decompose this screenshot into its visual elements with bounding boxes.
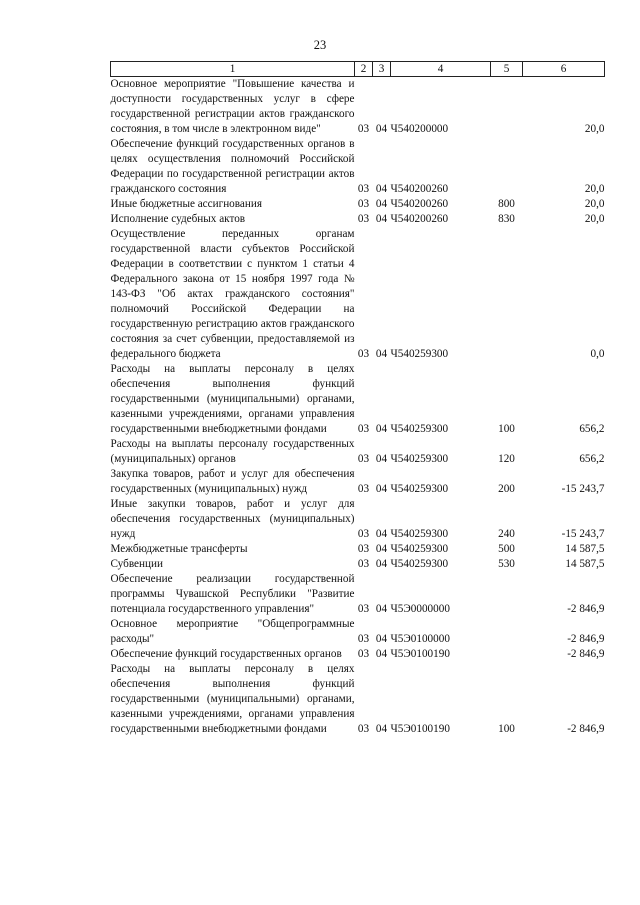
row-expense-type xyxy=(491,647,523,662)
row-subsection: 04 xyxy=(375,528,388,540)
row-name: Обеспечение функций государственных органов xyxy=(110,648,342,660)
table-row xyxy=(111,137,605,197)
row-section: 03 xyxy=(357,558,370,570)
row-section: 03 xyxy=(357,348,370,360)
table-row xyxy=(111,197,605,212)
row-amount: 656,2 xyxy=(579,453,605,465)
header-col-1: 1 xyxy=(111,62,355,77)
row-target-article: Ч540259300 xyxy=(390,483,449,495)
header-row xyxy=(111,62,605,77)
row-target-article: Ч5Э0100190 xyxy=(390,723,450,735)
row-subsection: 04 xyxy=(375,633,388,645)
row-subsection: 04 xyxy=(375,183,388,195)
row-target-article: Ч540259300 xyxy=(390,453,449,465)
row-subsection: 04 xyxy=(375,198,388,210)
row-expense-type xyxy=(491,77,523,138)
row-subsection: 04 xyxy=(375,558,388,570)
row-amount: -2 846,9 xyxy=(567,633,605,645)
row-target-article: Ч540259300 xyxy=(390,348,449,360)
row-target-article: Ч540200260 xyxy=(390,198,449,210)
row-expense-type: 500 xyxy=(498,543,515,555)
row-section: 03 xyxy=(357,483,370,495)
row-section: 03 xyxy=(357,648,370,660)
row-expense-type xyxy=(491,227,523,362)
row-target-article: Ч540259300 xyxy=(390,423,449,435)
row-name: Обеспечение реализации государственной программы Чувашской Республики "Развитие потенциала государственного управления" xyxy=(110,573,355,615)
row-expense-type: 100 xyxy=(498,423,515,435)
row-section: 03 xyxy=(357,603,370,615)
row-section: 03 xyxy=(357,183,370,195)
row-name: Субвенции xyxy=(110,558,163,570)
row-subsection: 04 xyxy=(375,648,388,660)
header-col-2: 2 xyxy=(355,62,373,77)
row-amount: 14 587,5 xyxy=(565,558,605,570)
row-amount: -2 846,9 xyxy=(567,723,605,735)
row-amount: -15 243,7 xyxy=(561,528,605,540)
row-expense-type: 830 xyxy=(498,213,515,225)
row-name: Межбюджетные трансферты xyxy=(110,543,248,555)
table-row xyxy=(111,572,605,617)
row-subsection: 04 xyxy=(375,453,388,465)
row-target-article: Ч540200260 xyxy=(390,213,449,225)
table-body xyxy=(111,77,605,738)
table-row xyxy=(111,77,605,138)
table-row xyxy=(111,662,605,737)
row-amount: 20,0 xyxy=(584,198,605,210)
row-expense-type xyxy=(491,572,523,617)
row-name: Обеспечение функций государственных органов в целях осуществления полномочий Российской Федерации по государственной регистрации актов гражданского состояния xyxy=(110,138,355,195)
row-section: 03 xyxy=(357,213,370,225)
row-subsection: 04 xyxy=(375,213,388,225)
page-number: 23 xyxy=(313,38,327,52)
table-row xyxy=(111,617,605,647)
row-amount: 20,0 xyxy=(584,123,605,135)
table-row xyxy=(111,467,605,497)
row-name: Расходы на выплаты персоналу государственных (муниципальных) органов xyxy=(110,438,355,465)
row-target-article: Ч5Э0100000 xyxy=(390,633,450,645)
row-target-article: Ч540259300 xyxy=(390,558,449,570)
row-expense-type: 240 xyxy=(498,528,515,540)
row-name: Расходы на выплаты персоналу в целях обеспечения выполнения функций государственными (муниципальными) органами, казенными учреждениями, органами управления государственными внебюджетными фондами xyxy=(110,663,355,735)
row-section: 03 xyxy=(357,423,370,435)
row-amount: -2 846,9 xyxy=(567,603,605,615)
table-row xyxy=(111,362,605,437)
row-target-article: Ч540200000 xyxy=(390,123,449,135)
row-name: Основное мероприятие "Повышение качества и доступности государственных услуг в сфере государственной регистрации актов гражданского состояния, в том числе в электронном виде" xyxy=(110,78,355,135)
row-expense-type: 200 xyxy=(498,483,515,495)
table-row xyxy=(111,647,605,662)
row-section: 03 xyxy=(357,633,370,645)
row-subsection: 04 xyxy=(375,543,388,555)
row-subsection: 04 xyxy=(375,123,388,135)
budget-table xyxy=(110,61,605,737)
row-expense-type xyxy=(491,617,523,647)
row-name: Расходы на выплаты персоналу в целях обеспечения выполнения функций государственными (муниципальными) органами, казенными учреждениями, органами управления государственными внебюджетными фондами xyxy=(110,363,355,435)
row-subsection: 04 xyxy=(375,423,388,435)
row-name: Иные бюджетные ассигнования xyxy=(110,198,262,210)
row-name: Осуществление переданных органам государственной власти субъектов Российской Федерации в соответствии с пунктом 1 статьи 4 Федерального закона от 15 ноября 1997 года № 143-ФЗ "Об актах гражданского состояния" полномочий Российской Федерации на государственную регистрацию актов гражданского состояния за счет субвенции, предоставляемой из федерального бюджета xyxy=(110,228,355,360)
row-expense-type: 100 xyxy=(498,723,515,735)
row-amount: -2 846,9 xyxy=(567,648,605,660)
row-name: Закупка товаров, работ и услуг для обеспечения государственных (муниципальных) нужд xyxy=(110,468,355,495)
table-row xyxy=(111,542,605,557)
table-row xyxy=(111,497,605,542)
row-name: Иные закупки товаров, работ и услуг для обеспечения государственных (муниципальных) нужд xyxy=(110,498,355,540)
header-col-4: 4 xyxy=(391,62,491,77)
header-col-3: 3 xyxy=(373,62,391,77)
row-subsection: 04 xyxy=(375,483,388,495)
row-expense-type: 120 xyxy=(498,453,515,465)
row-target-article: Ч540259300 xyxy=(390,543,449,555)
table-row xyxy=(111,557,605,572)
row-name: Основное мероприятие "Общепрограммные расходы" xyxy=(110,618,355,645)
row-section: 03 xyxy=(357,453,370,465)
row-target-article: Ч540259300 xyxy=(390,528,449,540)
row-amount: 20,0 xyxy=(584,213,605,225)
row-amount: 0,0 xyxy=(590,348,605,360)
table-header xyxy=(111,62,605,77)
row-target-article: Ч5Э0100190 xyxy=(390,648,450,660)
table-row xyxy=(111,212,605,227)
row-amount: 14 587,5 xyxy=(565,543,605,555)
header-col-5: 5 xyxy=(491,62,523,77)
table-row xyxy=(111,437,605,467)
row-expense-type: 800 xyxy=(498,198,515,210)
row-section: 03 xyxy=(357,123,370,135)
row-section: 03 xyxy=(357,528,370,540)
row-subsection: 04 xyxy=(375,723,388,735)
row-target-article: Ч5Э0000000 xyxy=(390,603,450,615)
row-target-article: Ч540200260 xyxy=(390,183,449,195)
row-amount: 20,0 xyxy=(584,183,605,195)
row-section: 03 xyxy=(357,723,370,735)
row-subsection: 04 xyxy=(375,348,388,360)
row-amount: -15 243,7 xyxy=(561,483,605,495)
header-col-6: 6 xyxy=(523,62,605,77)
row-expense-type: 530 xyxy=(498,558,515,570)
row-section: 03 xyxy=(357,198,370,210)
row-subsection: 04 xyxy=(375,603,388,615)
row-amount: 656,2 xyxy=(579,423,605,435)
row-section: 03 xyxy=(357,543,370,555)
row-name: Исполнение судебных актов xyxy=(110,213,246,225)
row-expense-type xyxy=(491,137,523,197)
table-row xyxy=(111,227,605,362)
